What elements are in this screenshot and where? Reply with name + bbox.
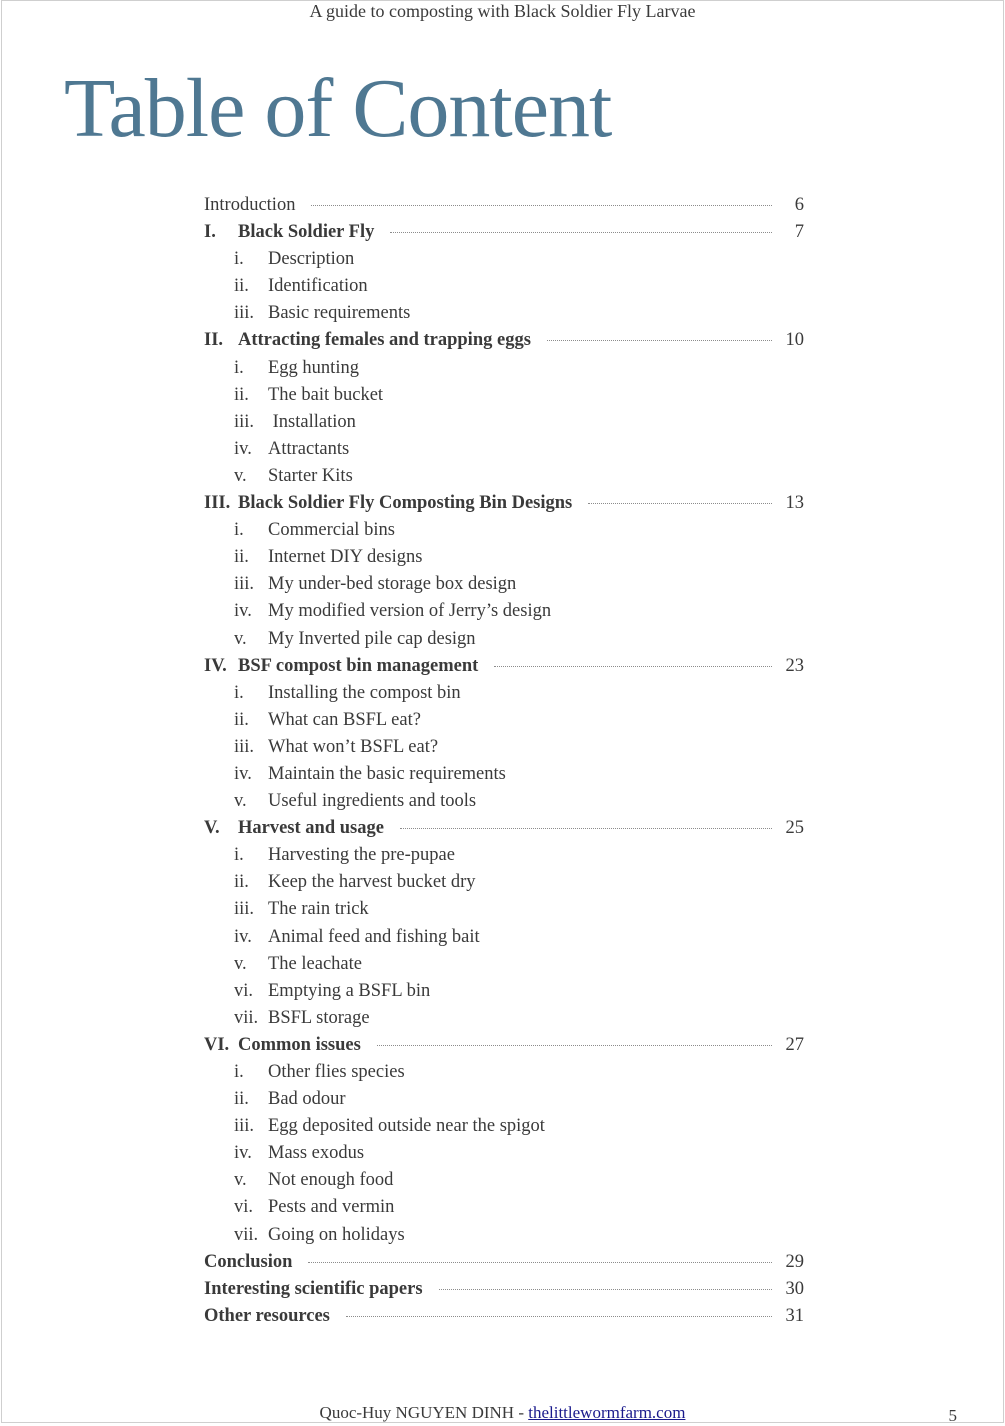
toc-subentry[interactable] xyxy=(204,845,804,872)
toc-subentry-label: The leachate xyxy=(268,953,362,974)
toc-subentry-label: Mass exodus xyxy=(268,1143,365,1164)
toc-subentry[interactable] xyxy=(204,601,804,628)
toc-subentry[interactable] xyxy=(204,303,804,330)
toc-subentry-label: My Inverted pile cap design xyxy=(268,628,476,649)
toc-subentry-label: Harvesting the pre-pupae xyxy=(268,845,455,866)
toc-subentry-label: My under-bed storage box design xyxy=(268,574,517,595)
toc-subentry[interactable] xyxy=(204,1089,804,1116)
toc-subentry-label: Not enough food xyxy=(268,1170,394,1191)
toc-entry-label: Black Soldier Fly Composting Bin Designs xyxy=(238,493,573,514)
running-header: A guide to composting with Black Soldier Fly Larvae xyxy=(309,1,696,21)
toc-subentry-number: ii. xyxy=(234,547,249,568)
toc-subentry-label: Internet DIY designs xyxy=(268,547,423,568)
toc-subentry-label: Attractants xyxy=(268,438,350,459)
toc-subentry-number: iii. xyxy=(234,1116,255,1137)
toc-subentry[interactable] xyxy=(204,791,804,818)
toc-page-number: 30 xyxy=(785,1278,804,1299)
toc-subentry-number: i. xyxy=(234,249,244,270)
toc-subentry-number: iv. xyxy=(234,926,252,947)
toc-subentry-number: iii. xyxy=(234,411,255,432)
toc-subentry[interactable] xyxy=(204,629,804,656)
page-footer xyxy=(2,1403,1003,1423)
toc-entry[interactable] xyxy=(204,195,804,222)
toc-subentry-label: Going on holidays xyxy=(268,1224,405,1245)
toc-subentry[interactable] xyxy=(204,520,804,547)
toc-subentry[interactable] xyxy=(204,764,804,791)
toc-subentry-number: i. xyxy=(234,357,244,378)
toc-subentry-number: iii. xyxy=(234,303,255,324)
toc-subentry-number: v. xyxy=(234,1170,247,1191)
toc-subentry[interactable] xyxy=(204,439,804,466)
toc-subentry-number: ii. xyxy=(234,1089,249,1110)
toc-subentry-number: v. xyxy=(234,465,247,486)
toc-subentry-number: v. xyxy=(234,791,247,812)
toc-subentry-number: v. xyxy=(234,628,247,649)
toc-entry-number: II. xyxy=(204,330,224,351)
website-link[interactable]: thelittlewormfarm.com xyxy=(528,1403,686,1422)
toc-subentry-number: ii. xyxy=(234,384,249,405)
toc-page-number: 7 xyxy=(794,222,804,243)
toc-subentry[interactable] xyxy=(204,899,804,926)
toc-entry-number: III. xyxy=(204,493,231,514)
toc-entry[interactable] xyxy=(204,1035,804,1062)
toc-subentry-number: vi. xyxy=(234,1197,254,1218)
dot-leader xyxy=(439,1289,772,1290)
toc-subentry-label: Emptying a BSFL bin xyxy=(268,980,431,1001)
toc-subentry-number: i. xyxy=(234,1062,244,1082)
toc-subentry[interactable] xyxy=(204,737,804,764)
toc-entry[interactable] xyxy=(204,330,804,357)
toc-subentry-number: iv. xyxy=(234,438,252,459)
toc-subentry[interactable] xyxy=(204,249,804,276)
toc-subentry[interactable] xyxy=(204,1143,804,1170)
toc-subentry[interactable] xyxy=(204,385,804,412)
toc-entry[interactable] xyxy=(204,1252,804,1279)
dot-leader xyxy=(308,1262,772,1263)
toc-subentry-label: Basic requirements xyxy=(268,303,411,324)
dot-leader xyxy=(390,232,772,233)
document-page xyxy=(1,0,1004,1423)
dot-leader xyxy=(311,205,772,206)
toc-page-number: 13 xyxy=(785,493,804,514)
toc-subentry-label: Useful ingredients and tools xyxy=(268,791,477,812)
toc-subentry-label: Egg deposited outside near the spigot xyxy=(268,1116,545,1137)
toc-page-number: 6 xyxy=(794,195,804,215)
toc-subentry-label: Starter Kits xyxy=(268,465,353,486)
toc-subentry[interactable] xyxy=(204,466,804,493)
toc-subentry-label: Commercial bins xyxy=(268,520,395,541)
toc-subentry[interactable] xyxy=(204,358,804,385)
toc-subentry-number: iii. xyxy=(234,736,255,757)
toc-subentry[interactable] xyxy=(204,276,804,303)
toc-entry-label: Common issues xyxy=(238,1034,361,1055)
toc-page-number: 10 xyxy=(785,330,804,351)
toc-subentry[interactable] xyxy=(204,927,804,954)
table-of-contents xyxy=(204,195,804,1333)
page-number: 5 xyxy=(948,1406,957,1425)
toc-subentry-number: iv. xyxy=(234,601,252,622)
toc-subentry-number: ii. xyxy=(234,872,249,893)
toc-entry-number: IV. xyxy=(204,655,227,676)
toc-subentry-label: Pests and vermin xyxy=(268,1197,395,1218)
toc-entry-number: I. xyxy=(204,222,216,243)
toc-subentry-label: Description xyxy=(268,249,355,270)
toc-subentry-number: v. xyxy=(234,953,247,974)
toc-subentry-label: Keep the harvest bucket dry xyxy=(268,872,476,893)
dot-leader xyxy=(377,1045,772,1046)
toc-subentry-number: vii. xyxy=(234,1007,259,1028)
toc-subentry-number: i. xyxy=(234,845,244,866)
toc-subentry[interactable] xyxy=(204,1062,804,1089)
dot-leader xyxy=(400,828,772,829)
dot-leader xyxy=(588,503,772,504)
toc-subentry-label: Installing the compost bin xyxy=(268,682,461,703)
toc-entry-number: V. xyxy=(204,818,220,839)
toc-subentry[interactable] xyxy=(204,710,804,737)
toc-subentry-number: iii. xyxy=(234,899,255,920)
toc-page-number: 31 xyxy=(785,1305,804,1326)
toc-subentry-number: iii. xyxy=(234,574,255,595)
toc-entry[interactable] xyxy=(204,818,804,845)
toc-subentry-label: Animal feed and fishing bait xyxy=(268,926,480,947)
toc-subentry-number: iv. xyxy=(234,1143,252,1164)
toc-subentry-label: Egg hunting xyxy=(268,357,359,378)
toc-subentry[interactable] xyxy=(204,574,804,601)
toc-subentry-label: The rain trick xyxy=(268,899,369,920)
toc-entry-label: BSF compost bin management xyxy=(238,655,479,676)
toc-subentry[interactable] xyxy=(204,1008,804,1035)
dot-leader xyxy=(547,340,772,341)
toc-subentry-label: Other flies species xyxy=(268,1062,405,1082)
toc-subentry[interactable] xyxy=(204,683,804,710)
toc-subentry-number: i. xyxy=(234,682,244,703)
toc-entry[interactable] xyxy=(204,493,804,520)
toc-subentry[interactable] xyxy=(204,412,804,439)
toc-subentry[interactable] xyxy=(204,1170,804,1197)
toc-subentry-number: vii. xyxy=(234,1224,259,1245)
toc-entry[interactable] xyxy=(204,1279,804,1306)
toc-entry-label: Other resources xyxy=(204,1305,330,1326)
toc-entry-label: Black Soldier Fly xyxy=(238,222,375,243)
toc-subentry-label: Bad odour xyxy=(268,1089,346,1110)
toc-subentry-label: My modified version of Jerry’s design xyxy=(268,601,552,622)
toc-subentry-number: vi. xyxy=(234,980,254,1001)
toc-page-number: 27 xyxy=(785,1034,804,1055)
toc-subentry[interactable] xyxy=(204,1197,804,1224)
toc-subentry-label: The bait bucket xyxy=(268,384,384,405)
toc-entry-label: Harvest and usage xyxy=(238,818,384,839)
toc-subentry[interactable] xyxy=(204,872,804,899)
toc-subentry-label: What won’t BSFL eat? xyxy=(268,736,439,757)
toc-subentry-label: Identification xyxy=(268,276,368,297)
toc-subentry[interactable] xyxy=(204,981,804,1008)
toc-entry[interactable] xyxy=(204,222,804,249)
toc-subentry[interactable] xyxy=(204,1116,804,1143)
toc-subentry-label: Maintain the basic requirements xyxy=(268,763,506,784)
toc-subentry-number: iv. xyxy=(234,763,252,784)
toc-entry-label: Interesting scientific papers xyxy=(204,1278,423,1299)
toc-subentry-number: i. xyxy=(234,520,244,541)
toc-page-number: 25 xyxy=(785,818,804,839)
toc-subentry[interactable] xyxy=(204,547,804,574)
toc-entry-label: Attracting females and trapping eggs xyxy=(238,330,531,351)
toc-entry[interactable] xyxy=(204,656,804,683)
toc-subentry-number: ii. xyxy=(234,709,249,730)
toc-entry-number: VI. xyxy=(204,1034,230,1055)
toc-subentry-label: What can BSFL eat? xyxy=(268,709,421,730)
toc-page-number: 29 xyxy=(785,1251,804,1272)
toc-entry-label: Conclusion xyxy=(204,1251,293,1272)
dot-leader xyxy=(346,1316,772,1317)
toc-subentry-label: Installation xyxy=(268,411,356,432)
toc-subentry[interactable] xyxy=(204,1225,804,1252)
dot-leader xyxy=(494,666,772,667)
footer-author: Quoc-Huy NGUYEN DINH - xyxy=(319,1403,529,1422)
toc-page-number: 23 xyxy=(785,655,804,676)
toc-subentry[interactable] xyxy=(204,954,804,981)
page-title: Table of Content xyxy=(64,62,612,155)
toc-subentry-number: ii. xyxy=(234,276,249,297)
toc-subentry-label: BSFL storage xyxy=(268,1007,370,1028)
toc-entry-label: Introduction xyxy=(204,195,296,215)
toc-entry[interactable] xyxy=(204,1306,804,1333)
